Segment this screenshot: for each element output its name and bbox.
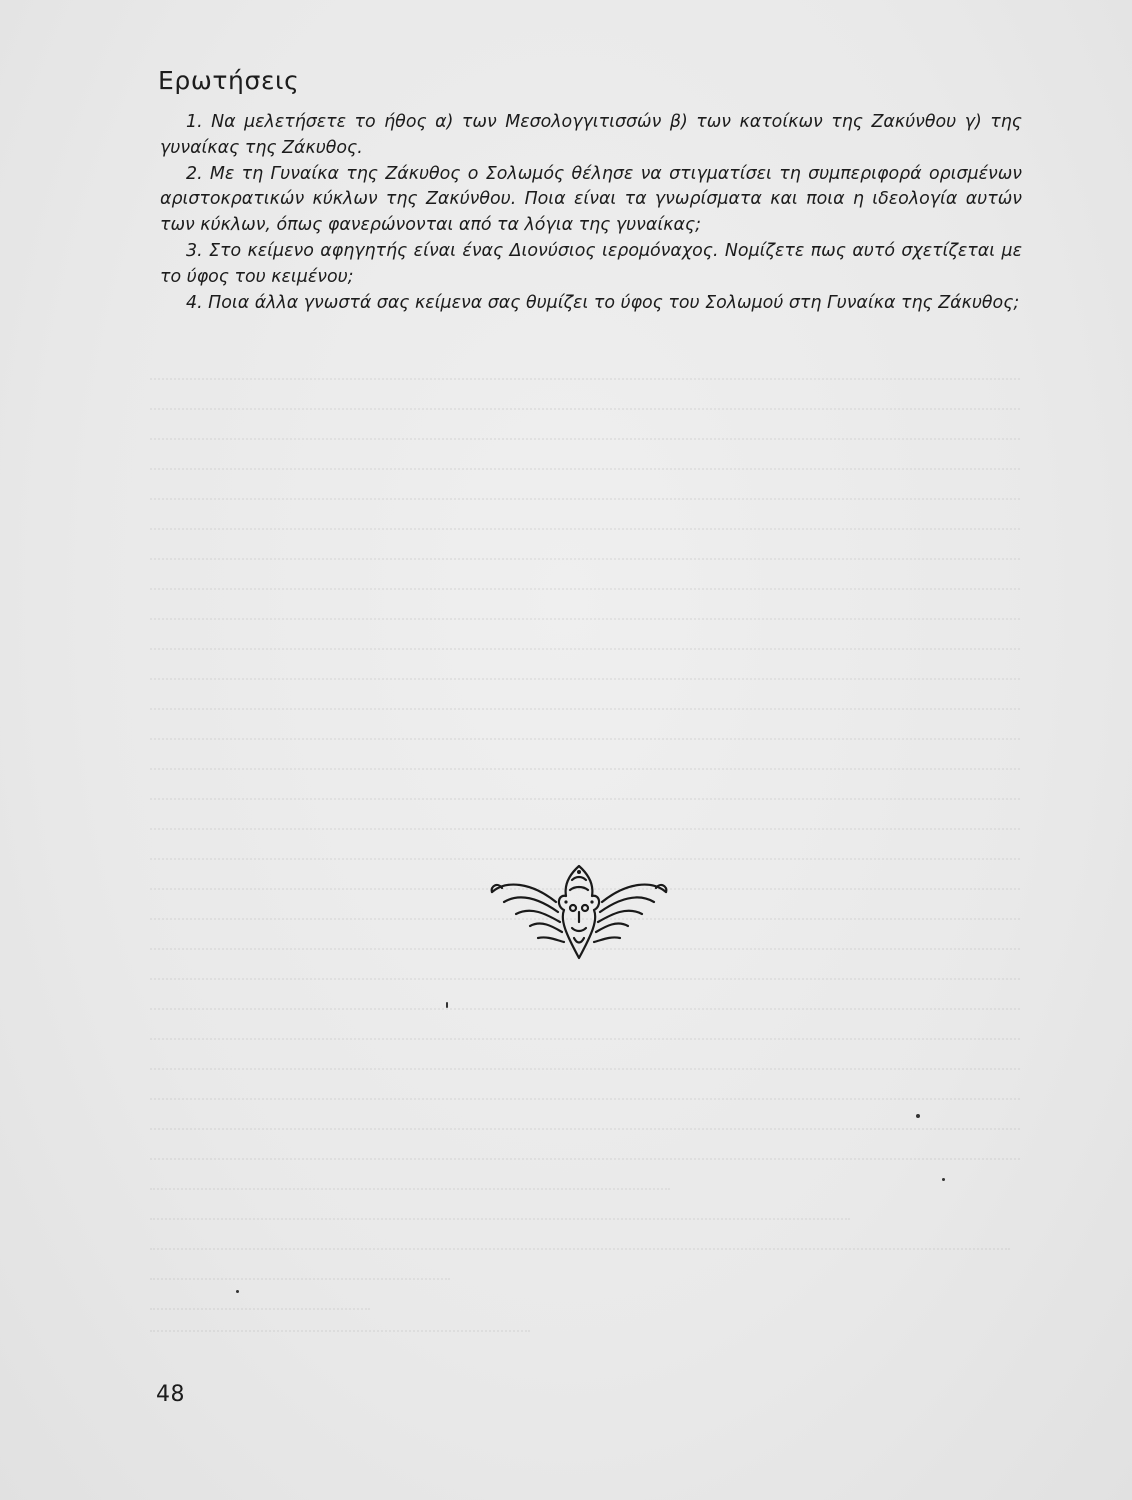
dust-speck — [916, 1114, 920, 1118]
bleed-through-line — [150, 578, 1020, 590]
bleed-through-line — [150, 368, 1020, 380]
bleed-through-line — [150, 518, 1020, 530]
winged-leaf-ornament-icon — [486, 862, 672, 962]
page-heading: Ερωτήσεις — [158, 66, 300, 95]
bleed-through-line — [150, 668, 1020, 680]
dust-speck — [942, 1178, 945, 1181]
page-number: 48 — [156, 1382, 185, 1407]
question-item: 3. Στο κείμενο αφηγητής είναι ένας Διονύσιος ιερομόναχος. Νομίζετε πως αυτό σχετίζεται με το ύφος του κειμένου; — [160, 240, 1022, 287]
bleed-through-line — [150, 848, 1020, 860]
bleed-through-line — [150, 1088, 1020, 1100]
bleed-through-line — [150, 458, 1020, 470]
bleed-through-line — [150, 1028, 1020, 1040]
bleed-through-line — [150, 1320, 530, 1332]
bleed-through-line — [150, 1268, 450, 1280]
dust-speck — [236, 1290, 239, 1293]
bleed-through-line — [150, 398, 1020, 410]
bleed-through-line — [150, 1148, 1020, 1160]
dust-speck — [446, 1002, 448, 1008]
bleed-through-line — [150, 1178, 670, 1190]
bleed-through-line — [150, 608, 1020, 620]
question-item: 4. Ποια άλλα γνωστά σας κείμενα σας θυμίζει το ύφος του Σολωμού στη Γυναίκα της Ζάκυθος; — [186, 292, 1020, 313]
bleed-through-line — [150, 788, 1020, 800]
bleed-through-line — [150, 1208, 850, 1220]
bleed-through-line — [150, 488, 1020, 500]
bleed-through-line — [150, 998, 1020, 1010]
bleed-through-line — [150, 698, 1020, 710]
bleed-through-line — [150, 1058, 1020, 1070]
question-item: 1. Να μελετήσετε το ήθος α) των Μεσολογγιτισσών β) των κατοίκων της Ζακύνθου γ) της γυναίκας της Ζάκυθος. — [160, 112, 1022, 158]
bleed-through-line — [150, 758, 1020, 770]
bleed-through-line — [150, 728, 1020, 740]
bleed-through-line — [150, 1238, 1010, 1250]
question-item: 2. Με τη Γυναίκα της Ζάκυθος ο Σολωμός θέλησε να στιγματίσει τη συμπεριφορά ορισμένων αριστοκρατικών κύκλων της Ζακύνθου. Ποια είναι τα γνωρίσματα και ποια η ιδεολογία αυτών των κύκλων, όπως φανερώνονται από τα λόγια της γυναίκας; — [160, 163, 1022, 236]
bleed-through-line — [150, 638, 1020, 650]
bleed-through-line — [150, 1118, 1020, 1130]
bleed-through-line — [150, 548, 1020, 560]
bleed-through-line — [150, 818, 1020, 830]
bleed-through-line — [150, 968, 1020, 980]
bleed-through-line — [150, 1298, 370, 1310]
questions-list — [160, 110, 1022, 316]
bleed-through-line — [150, 428, 1020, 440]
